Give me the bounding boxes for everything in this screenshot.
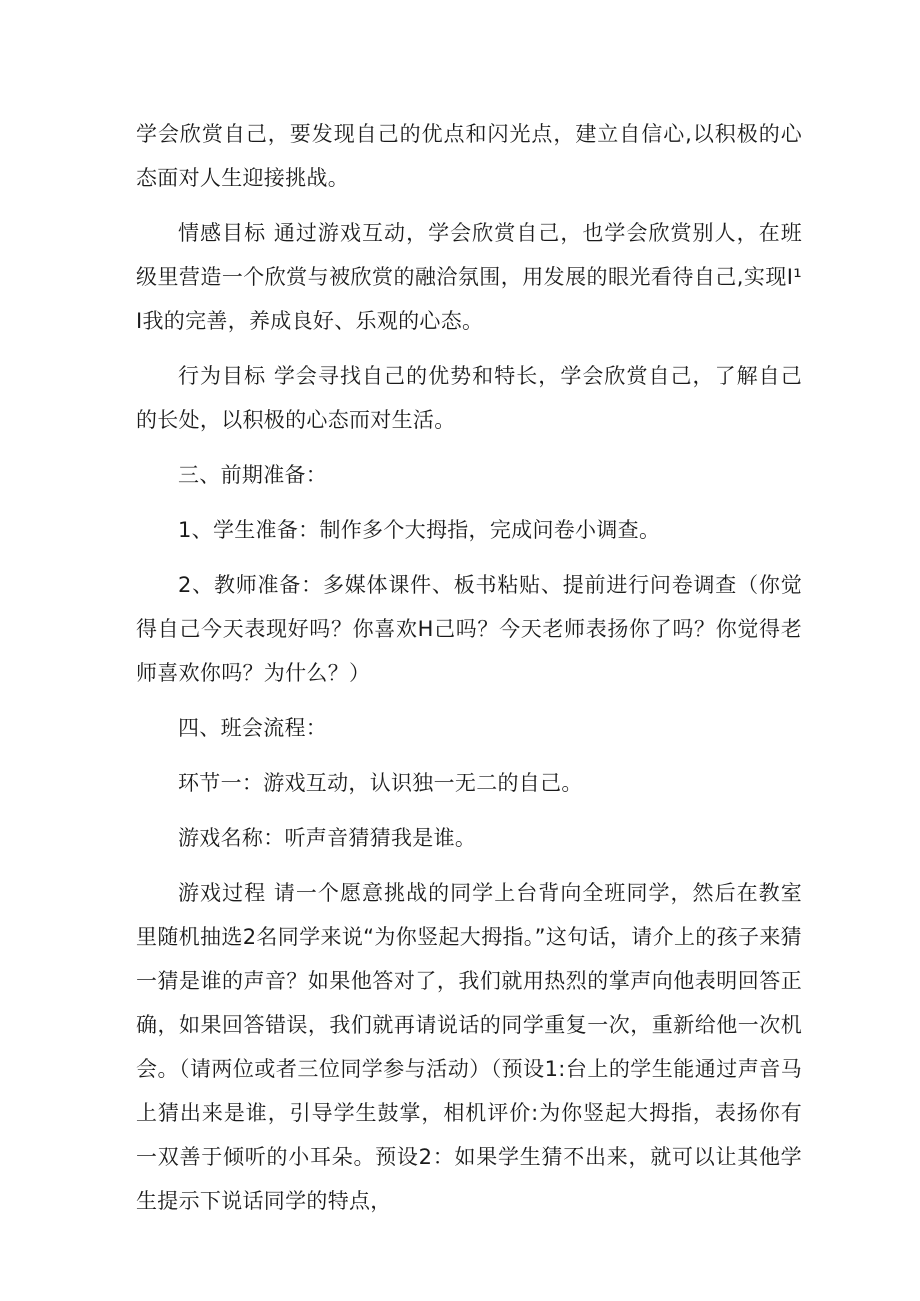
paragraph-behavior-goal: 行为目标 学会寻找自己的优势和特长，学会欣赏自己，了解自己的长处，以积极的心态而对生活。 [136,364,802,432]
paragraph-stage-one: 环节一：游戏互动，认识独一无二的自己。 [178,771,583,795]
section-heading-process: 四、班会流程： [178,716,328,740]
paragraph-game-name: 游戏名称：听声音猜猜我是谁。 [178,826,477,850]
paragraph-student-preparation: 1、学生准备：制作多个大拇指，完成问卷小调查。 [178,518,661,542]
paragraph-teacher-preparation: 2、教师准备：多媒体课件、板书粘贴、提前进行问卷调查（你觉得自己今天表现好吗？你喜欢H己吗？今天老师表扬你了吗？你觉得老师喜欢你吗？为什么？） [136,573,802,685]
paragraph-goal-continuation: 学会欣赏自己，要发现自己的优点和闪光点，建立自信心,以积极的心态面对人生迎接挑战。 [136,122,802,190]
paragraph-game-process: 游戏过程 请一个愿意挑战的同学上台背向全班同学，然后在教室里随机抽选2名同学来说“为你竖起大拇指。”这句话，请介上的孩子来猜一猜是谁的声音？如果他答对了，我们就用热烈的掌声向他表明回答正确，如果回答错误，我们就再请说话的同学重复一次，重新给他一次机会。（请两位或者三位同学参与活动）（预设1:台上的学生能通过声音马上猜出来是谁，引导学生鼓掌，相机评价:为你竖起大拇指，表扬你有一双善于倾听的小耳朵。预设2：如果学生猜不出来，就可以让其他学生提示下说话同学的特点， [136,881,802,1213]
document-body [136,112,802,1234]
paragraph-emotional-goal: 情感目标 通过游戏互动，学会欣赏自己，也学会欣赏别人，在班级里营造一个欣赏与被欣赏的融洽氛围，用发展的眼光看待自己,实现I¹I我的完善，养成良好、乐观的心态。 [136,221,802,333]
section-heading-preparation: 三、前期准备： [178,463,328,487]
